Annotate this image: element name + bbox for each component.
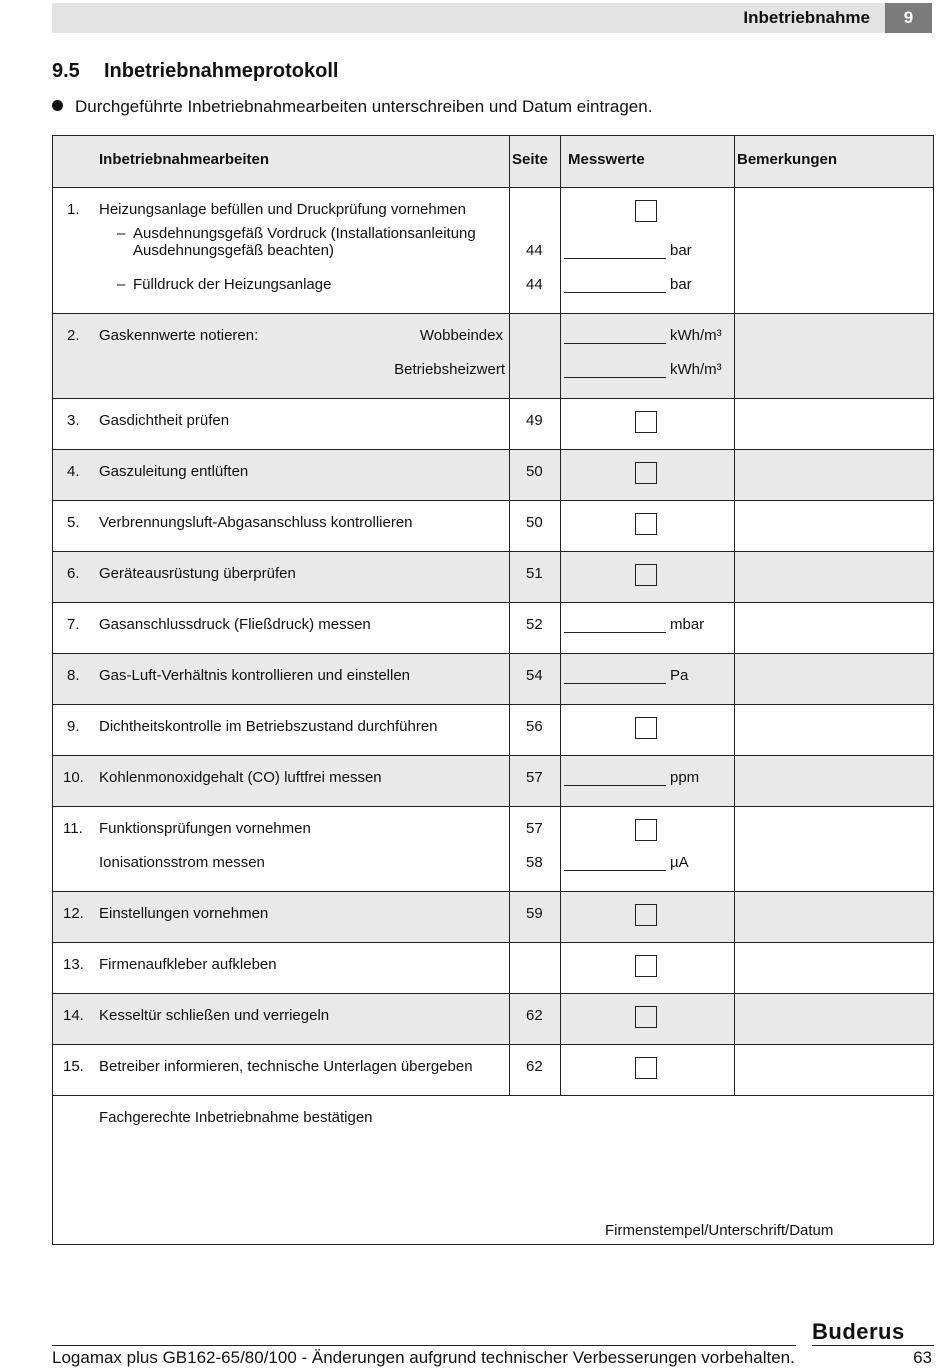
checkbox[interactable] [635, 1057, 657, 1079]
page-ref: 50 [526, 463, 543, 480]
page-ref: 62 [526, 1007, 543, 1024]
table-row [53, 654, 933, 705]
row-text: Geräteausrüstung überprüfen [99, 565, 296, 582]
unit: Pa [670, 667, 689, 684]
row-text: Kohlenmonoxidgehalt (CO) luftfrei messen [99, 769, 382, 786]
page-ref: 51 [526, 565, 543, 582]
row-text: Verbrennungsluft-Abgasanschluss kontrollieren [99, 514, 413, 531]
sub-text: Fülldruck der Heizungsanlage [133, 276, 332, 293]
sub-text-line2: Ausdehnungsgefäß beachten) [133, 242, 334, 259]
unit: bar [670, 276, 692, 293]
sub-text-line1: Ausdehnungsgefäß Vordruck (Installationsanleitung [133, 225, 476, 242]
value-blank[interactable] [564, 785, 666, 786]
value-blank[interactable] [564, 870, 666, 871]
table-row [53, 603, 933, 654]
checkbox[interactable] [635, 1006, 657, 1028]
table-row [53, 994, 933, 1045]
sub-text: Ionisationsstrom messen [99, 854, 265, 871]
table-row [53, 314, 933, 399]
table-row [53, 450, 933, 501]
dash: – [117, 225, 126, 242]
row-text: Gaszuleitung entlüften [99, 463, 249, 480]
row-text: Gas-Luft-Verhältnis kontrollieren und einstellen [99, 667, 411, 684]
page-ref: 57 [526, 820, 543, 837]
row-text: Funktionsprüfungen vornehmen [99, 820, 311, 837]
table-row [53, 943, 933, 994]
row-text: Dichtheitskontrolle im Betriebszustand durchführen [99, 718, 438, 735]
checkbox[interactable] [635, 717, 657, 739]
page-ref: 49 [526, 412, 543, 429]
page-header [52, 3, 932, 33]
instruction [52, 97, 652, 117]
header-page: Seite [512, 151, 548, 168]
value-blank[interactable] [564, 683, 666, 684]
commissioning-table [52, 135, 934, 1245]
page-number: 63 [913, 1348, 932, 1367]
row-text: Kesseltür schließen und verriegeln [99, 1007, 330, 1024]
section-title: Inbetriebnahmeprotokoll [104, 60, 339, 82]
value-blank[interactable] [564, 377, 666, 378]
table-row [53, 892, 933, 943]
value-blank[interactable] [564, 292, 666, 293]
row-text: Gasdichtheit prüfen [99, 412, 230, 429]
footer-text: Logamax plus GB162-65/80/100 - Änderungen aufgrund technischer Verbesserungen vorbehalten. [52, 1348, 795, 1367]
row-text: Einstellungen vornehmen [99, 905, 269, 922]
row-number: 15. [63, 1058, 84, 1075]
page-ref: 56 [526, 718, 543, 735]
page-ref: 44 [526, 276, 543, 293]
chapter-number: 9 [885, 3, 932, 33]
page-ref: 59 [526, 905, 543, 922]
table-row [53, 1045, 933, 1096]
row-number: 14. [63, 1007, 84, 1024]
sub-label: Wobbeindex [419, 327, 503, 344]
value-blank[interactable] [564, 258, 666, 259]
unit: µA [670, 854, 689, 871]
checkbox[interactable] [635, 564, 657, 586]
checkbox[interactable] [635, 819, 657, 841]
page-ref: 57 [526, 769, 543, 786]
checkbox[interactable] [635, 904, 657, 926]
page-ref: 54 [526, 667, 543, 684]
confirm-text: Fachgerechte Inbetriebnahme bestätigen [99, 1109, 373, 1126]
table-row [53, 705, 933, 756]
header-values: Messwerte [568, 151, 645, 168]
unit: kWh/m³ [670, 361, 722, 378]
table-row [53, 756, 933, 807]
row-number: 6. [67, 565, 80, 582]
row-number: 5. [67, 514, 80, 531]
unit: ppm [670, 769, 700, 786]
table-row [53, 188, 933, 314]
footer-rule [52, 1345, 796, 1346]
section-number: 9.5 [52, 60, 80, 82]
row-text: Gasanschlussdruck (Fließdruck) messen [99, 616, 371, 633]
checkbox[interactable] [635, 411, 657, 433]
row-number: 13. [63, 956, 84, 973]
page-ref: 44 [526, 242, 543, 259]
table-row [53, 501, 933, 552]
checkbox[interactable] [635, 200, 657, 222]
row-number: 9. [67, 718, 80, 735]
row-number: 10. [63, 769, 84, 786]
unit: mbar [670, 616, 705, 633]
footer-rule-right [812, 1345, 934, 1346]
row-number: 7. [67, 616, 80, 633]
table-row [53, 807, 933, 892]
page-ref: 50 [526, 514, 543, 531]
row-number: 8. [67, 667, 80, 684]
row-text: Betreiber informieren, technische Unterlagen übergeben [99, 1058, 473, 1075]
instruction-text: Durchgeführte Inbetriebnahmearbeiten unterschreiben und Datum eintragen. [75, 97, 653, 116]
value-blank[interactable] [564, 343, 666, 344]
table-header-row [53, 136, 933, 188]
row-number: 11. [63, 820, 83, 837]
checkbox[interactable] [635, 955, 657, 977]
bullet-icon [52, 100, 63, 111]
row-number: 3. [67, 412, 80, 429]
page-ref: 52 [526, 616, 543, 633]
page-ref: 62 [526, 1058, 543, 1075]
brand-logo: Buderus [812, 1319, 905, 1344]
header-remarks: Bemerkungen [737, 151, 838, 168]
row-text: Firmenaufkleber aufkleben [99, 956, 277, 973]
row-text: Heizungsanlage befüllen und Druckprüfung vornehmen [99, 201, 466, 218]
unit: bar [670, 242, 692, 259]
table-row [53, 399, 933, 450]
row-number: 12. [63, 905, 84, 922]
header-work: Inbetriebnahmearbeiten [99, 151, 270, 168]
confirmation-row [53, 1096, 933, 1244]
unit: kWh/m³ [670, 327, 722, 344]
row-number: 1. [67, 201, 80, 218]
section-heading [52, 60, 338, 83]
signature-label: Firmenstempel/Unterschrift/Datum [605, 1222, 834, 1239]
checkbox[interactable] [635, 462, 657, 484]
header-title: Inbetriebnahme [743, 8, 870, 27]
page-ref: 58 [526, 854, 543, 871]
row-text: Gaskennwerte notieren: [99, 327, 259, 344]
row-number: 2. [67, 327, 80, 344]
value-blank[interactable] [564, 632, 666, 633]
sub-label: Betriebsheizwert [394, 361, 505, 378]
table-row [53, 552, 933, 603]
dash: – [117, 276, 126, 293]
checkbox[interactable] [635, 513, 657, 535]
row-number: 4. [67, 463, 80, 480]
